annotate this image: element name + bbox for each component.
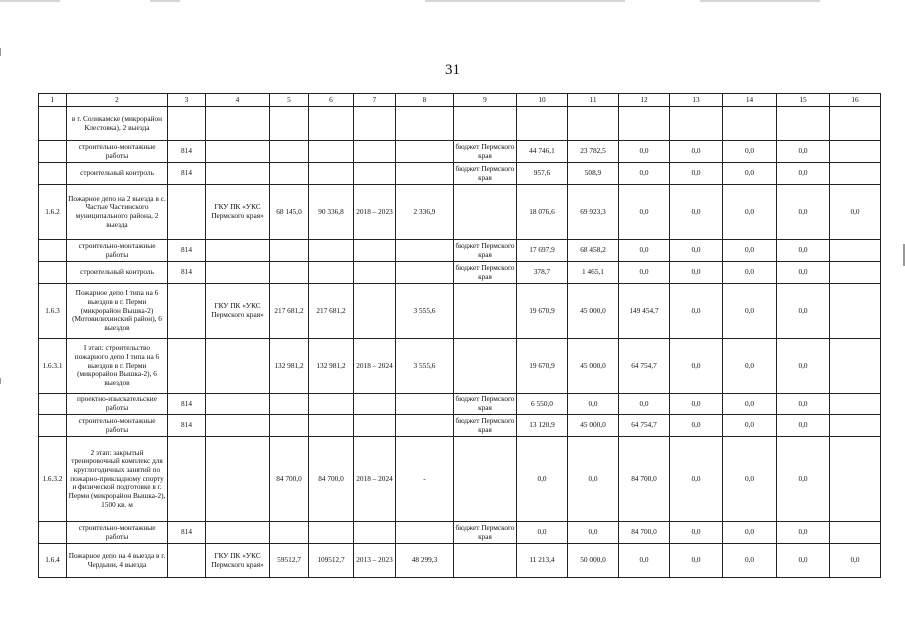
cell-col-6: 109512,7 xyxy=(309,544,354,578)
cell-col-10: 0,0 xyxy=(517,437,568,522)
cell-col-13: 0,0 xyxy=(670,394,723,415)
cell-col-3: 814 xyxy=(168,240,206,262)
cell-col-2: Пожарное депо I типа на 6 выездов в г. Перми (микрорайон Вышка-2) (Мотовилихинский район), 6 выездов xyxy=(67,284,168,339)
cell-col-16 xyxy=(830,437,881,522)
column-header-9: 9 xyxy=(454,94,517,107)
cell-col-16 xyxy=(830,107,881,141)
cell-col-5 xyxy=(270,262,309,284)
cell-col-7 xyxy=(354,415,396,437)
column-header-14: 14 xyxy=(723,94,777,107)
cell-col-3: 814 xyxy=(168,522,206,544)
cell-col-7 xyxy=(354,163,396,185)
cell-col-1: 1.6.2 xyxy=(39,185,67,240)
cell-col-12: 0,0 xyxy=(619,163,670,185)
cell-col-7 xyxy=(354,262,396,284)
row-1-6-3-2-construction xyxy=(39,522,881,544)
cell-col-12: 0,0 xyxy=(619,544,670,578)
cell-col-7: 2018 – 2024 xyxy=(354,339,396,394)
cell-col-8 xyxy=(396,522,454,544)
cell-col-1 xyxy=(39,141,67,163)
cell-col-5: 132 981,2 xyxy=(270,339,309,394)
cell-col-9 xyxy=(454,284,517,339)
cell-col-14: 0,0 xyxy=(723,544,777,578)
cell-col-9: бюджет Пермского края xyxy=(454,240,517,262)
row-1-6-3-1 xyxy=(39,339,881,394)
cell-col-5 xyxy=(270,107,309,141)
column-header-12: 12 xyxy=(619,94,670,107)
cell-col-11: 68 458,2 xyxy=(568,240,619,262)
cell-col-10: 44 746,1 xyxy=(517,141,568,163)
cell-col-6 xyxy=(309,394,354,415)
cell-col-2: I этап: строительство пожарного депо I типа на 6 выездов в г. Перми (микрорайон Вышка-2), 6 выездов xyxy=(67,339,168,394)
cell-col-8 xyxy=(396,240,454,262)
cell-col-8: 48 299,3 xyxy=(396,544,454,578)
row-1-construction xyxy=(39,141,881,163)
table-header xyxy=(39,94,881,107)
column-header-10: 10 xyxy=(517,94,568,107)
cell-col-15: 0,0 xyxy=(777,240,830,262)
cell-col-1 xyxy=(39,394,67,415)
row-1-6-3-1-design xyxy=(39,394,881,415)
cell-col-15: 0,0 xyxy=(777,339,830,394)
cell-col-15: 0,0 xyxy=(777,262,830,284)
cell-col-5 xyxy=(270,141,309,163)
cell-col-3 xyxy=(168,185,206,240)
cell-col-1 xyxy=(39,163,67,185)
cell-col-1: 1.6.3.2 xyxy=(39,437,67,522)
cell-col-14: 0,0 xyxy=(723,437,777,522)
cell-col-3 xyxy=(168,437,206,522)
cell-col-13: 0,0 xyxy=(670,415,723,437)
cell-col-16 xyxy=(830,394,881,415)
cell-col-9 xyxy=(454,185,517,240)
cell-col-15: 0,0 xyxy=(777,437,830,522)
cell-col-16 xyxy=(830,262,881,284)
cell-col-16 xyxy=(830,339,881,394)
cell-col-10: 19 670,9 xyxy=(517,284,568,339)
cell-col-12: 64 754,7 xyxy=(619,339,670,394)
cell-col-4 xyxy=(206,437,270,522)
cell-col-15: 0,0 xyxy=(777,284,830,339)
cell-col-9 xyxy=(454,437,517,522)
cell-col-11: 0,0 xyxy=(568,522,619,544)
cell-col-5 xyxy=(270,240,309,262)
column-header-6: 6 xyxy=(309,94,354,107)
cell-col-6 xyxy=(309,240,354,262)
cell-col-10: 19 670,9 xyxy=(517,339,568,394)
cell-col-13: 0,0 xyxy=(670,240,723,262)
scan-edge-mark xyxy=(0,48,1,56)
cell-col-14: 0,0 xyxy=(723,141,777,163)
cell-col-5: 68 145,0 xyxy=(270,185,309,240)
cell-col-16 xyxy=(830,284,881,339)
cell-col-11: 45 000,0 xyxy=(568,339,619,394)
cell-col-14: 0,0 xyxy=(723,394,777,415)
cell-col-15: 0,0 xyxy=(777,522,830,544)
column-header-4: 4 xyxy=(206,94,270,107)
cell-col-4 xyxy=(206,415,270,437)
cell-col-12: 0,0 xyxy=(619,240,670,262)
cell-col-14: 0,0 xyxy=(723,240,777,262)
cell-col-8 xyxy=(396,163,454,185)
cell-col-4 xyxy=(206,141,270,163)
cell-col-4 xyxy=(206,163,270,185)
row-1-6-3 xyxy=(39,284,881,339)
cell-col-5: 84 700,0 xyxy=(270,437,309,522)
page-number: 31 xyxy=(445,62,460,78)
cell-col-2: строительно-монтажные работы xyxy=(67,415,168,437)
cell-col-11: 45 000,0 xyxy=(568,284,619,339)
row-1-6-3-1-construction xyxy=(39,415,881,437)
column-header-11: 11 xyxy=(568,94,619,107)
row-solikamsk-title xyxy=(39,107,881,141)
cell-col-9 xyxy=(454,107,517,141)
cell-col-1 xyxy=(39,262,67,284)
cell-col-2: проектно-изыскательские работы xyxy=(67,394,168,415)
cell-col-3 xyxy=(168,339,206,394)
scan-artifact-line xyxy=(425,0,625,2)
cell-col-2: строительно-монтажные работы xyxy=(67,240,168,262)
cell-col-2: Пожарное депо на 4 выезда в г. Чердыни, 4 выезда xyxy=(67,544,168,578)
cell-col-11: 0,0 xyxy=(568,394,619,415)
cell-col-4: ГКУ ПК «УКС Пермского края» xyxy=(206,185,270,240)
cell-col-1 xyxy=(39,522,67,544)
cell-col-15: 0,0 xyxy=(777,394,830,415)
cell-col-14: 0,0 xyxy=(723,522,777,544)
cell-col-1 xyxy=(39,240,67,262)
cell-col-10 xyxy=(517,107,568,141)
cell-col-8: 3 555,6 xyxy=(396,339,454,394)
cell-col-10: 13 120,9 xyxy=(517,415,568,437)
cell-col-6 xyxy=(309,262,354,284)
cell-col-5 xyxy=(270,394,309,415)
cell-col-9: бюджет Пермского края xyxy=(454,262,517,284)
cell-col-9: бюджет Пермского края xyxy=(454,163,517,185)
cell-col-15: 0,0 xyxy=(777,141,830,163)
cell-col-3: 814 xyxy=(168,141,206,163)
cell-col-10: 17 697,9 xyxy=(517,240,568,262)
cell-col-7 xyxy=(354,522,396,544)
cell-col-7: 2013 – 2023 xyxy=(354,544,396,578)
cell-col-3: 814 xyxy=(168,262,206,284)
cell-col-9 xyxy=(454,339,517,394)
cell-col-2: в г. Соликамске (микрорайон Клестовка), 2 выезда xyxy=(67,107,168,141)
cell-col-10: 378,7 xyxy=(517,262,568,284)
cell-col-15: 0,0 xyxy=(777,544,830,578)
cell-col-13: 0,0 xyxy=(670,262,723,284)
cell-col-5 xyxy=(270,522,309,544)
cell-col-5 xyxy=(270,163,309,185)
cell-col-6: 132 981,2 xyxy=(309,339,354,394)
cell-col-8 xyxy=(396,394,454,415)
cell-col-3 xyxy=(168,544,206,578)
cell-col-6: 90 336,8 xyxy=(309,185,354,240)
cell-col-3: 814 xyxy=(168,415,206,437)
cell-col-15 xyxy=(777,107,830,141)
cell-col-3 xyxy=(168,107,206,141)
cell-col-13: 0,0 xyxy=(670,522,723,544)
cell-col-6 xyxy=(309,163,354,185)
cell-col-6 xyxy=(309,141,354,163)
cell-col-4 xyxy=(206,522,270,544)
cell-col-1: 1.6.4 xyxy=(39,544,67,578)
cell-col-12 xyxy=(619,107,670,141)
cell-col-13 xyxy=(670,107,723,141)
column-header-2: 2 xyxy=(67,94,168,107)
cell-col-8: 3 555,6 xyxy=(396,284,454,339)
cell-col-4 xyxy=(206,107,270,141)
row-1-6-2 xyxy=(39,185,881,240)
cell-col-14: 0,0 xyxy=(723,163,777,185)
cell-col-8: - xyxy=(396,437,454,522)
cell-col-2: строительно-монтажные работы xyxy=(67,522,168,544)
column-header-13: 13 xyxy=(670,94,723,107)
cell-col-6: 217 681,2 xyxy=(309,284,354,339)
cell-col-12: 0,0 xyxy=(619,262,670,284)
column-header-1: 1 xyxy=(39,94,67,107)
cell-col-14: 0,0 xyxy=(723,284,777,339)
cell-col-13: 0,0 xyxy=(670,437,723,522)
cell-col-11: 69 923,3 xyxy=(568,185,619,240)
row-1-6-2-construction xyxy=(39,240,881,262)
cell-col-16 xyxy=(830,415,881,437)
cell-col-9: бюджет Пермского края xyxy=(454,141,517,163)
row-1-control xyxy=(39,163,881,185)
cell-col-13: 0,0 xyxy=(670,284,723,339)
cell-col-13: 0,0 xyxy=(670,185,723,240)
cell-col-13: 0,0 xyxy=(670,141,723,163)
cell-col-2: Пожарное депо на 2 выезда в с. Частые Частинского муниципального района, 2 выезда xyxy=(67,185,168,240)
cell-col-10: 11 213,4 xyxy=(517,544,568,578)
cell-col-2: строительно-монтажные работы xyxy=(67,141,168,163)
cell-col-9: бюджет Пермского края xyxy=(454,394,517,415)
cell-col-9: бюджет Пермского края xyxy=(454,522,517,544)
column-header-15: 15 xyxy=(777,94,830,107)
cell-col-7 xyxy=(354,240,396,262)
column-header-16: 16 xyxy=(830,94,881,107)
cell-col-14: 0,0 xyxy=(723,262,777,284)
cell-col-14 xyxy=(723,107,777,141)
cell-col-6 xyxy=(309,107,354,141)
cell-col-12: 149 454,7 xyxy=(619,284,670,339)
cell-col-12: 0,0 xyxy=(619,394,670,415)
cell-col-10: 6 550,0 xyxy=(517,394,568,415)
cell-col-11: 45 000,0 xyxy=(568,415,619,437)
cell-col-3 xyxy=(168,284,206,339)
cell-col-1 xyxy=(39,107,67,141)
cell-col-7: 2018 – 2023 xyxy=(354,185,396,240)
cell-col-1 xyxy=(39,415,67,437)
cell-col-4 xyxy=(206,339,270,394)
cell-col-16: 0,0 xyxy=(830,544,881,578)
cell-col-12: 84 700,0 xyxy=(619,437,670,522)
row-1-6-3-2 xyxy=(39,437,881,522)
row-1-6-4 xyxy=(39,544,881,578)
scan-edge-mark xyxy=(0,378,1,384)
cell-col-14: 0,0 xyxy=(723,185,777,240)
cell-col-11: 0,0 xyxy=(568,437,619,522)
cell-col-4 xyxy=(206,240,270,262)
cell-col-16 xyxy=(830,240,881,262)
cell-col-11: 508,9 xyxy=(568,163,619,185)
cell-col-8 xyxy=(396,415,454,437)
cell-col-6: 84 700,0 xyxy=(309,437,354,522)
cell-col-14: 0,0 xyxy=(723,415,777,437)
cell-col-11: 50 000,0 xyxy=(568,544,619,578)
cell-col-11: 23 782,5 xyxy=(568,141,619,163)
column-header-7: 7 xyxy=(354,94,396,107)
cell-col-8 xyxy=(396,141,454,163)
cell-col-11: 1 465,1 xyxy=(568,262,619,284)
cell-col-15: 0,0 xyxy=(777,415,830,437)
cell-col-16 xyxy=(830,141,881,163)
cell-col-5 xyxy=(270,415,309,437)
cell-col-10: 957,6 xyxy=(517,163,568,185)
cell-col-9: бюджет Пермского края xyxy=(454,415,517,437)
row-1-6-2-control xyxy=(39,262,881,284)
cell-col-8 xyxy=(396,262,454,284)
cell-col-6 xyxy=(309,415,354,437)
column-header-8: 8 xyxy=(396,94,454,107)
cell-col-8 xyxy=(396,107,454,141)
cell-col-13: 0,0 xyxy=(670,163,723,185)
scan-artifact-line xyxy=(0,0,60,2)
cell-col-15: 0,0 xyxy=(777,185,830,240)
cell-col-7 xyxy=(354,394,396,415)
cell-col-12: 0,0 xyxy=(619,141,670,163)
cell-col-4: ГКУ ПК «УКС Пермского края» xyxy=(206,284,270,339)
cell-col-13: 0,0 xyxy=(670,544,723,578)
cell-col-3: 814 xyxy=(168,163,206,185)
cell-col-1: 1.6.3.1 xyxy=(39,339,67,394)
cell-col-12: 84 700,0 xyxy=(619,522,670,544)
cell-col-4: ГКУ ПК «УКС Пермского края» xyxy=(206,544,270,578)
cell-col-16 xyxy=(830,163,881,185)
cell-col-7 xyxy=(354,141,396,163)
cell-col-13: 0,0 xyxy=(670,339,723,394)
cell-col-7 xyxy=(354,107,396,141)
cell-col-7: 2018 – 2024 xyxy=(354,437,396,522)
cell-col-4 xyxy=(206,394,270,415)
cell-col-2: 2 этап: закрытый тренировочный комплекс для круглогодичных занятий по пожарно-прикладному спорту и физической подготовке в г. Перми (микрорайон Вышка-2), 1500 кв. м xyxy=(67,437,168,522)
table-body xyxy=(39,107,881,578)
scan-artifact-line xyxy=(700,0,820,2)
cell-col-9 xyxy=(454,544,517,578)
column-header-5: 5 xyxy=(270,94,309,107)
header-row xyxy=(39,94,881,107)
cell-col-10: 18 076,6 xyxy=(517,185,568,240)
cell-col-5: 59512,7 xyxy=(270,544,309,578)
cell-col-16: 0,0 xyxy=(830,185,881,240)
cell-col-7 xyxy=(354,284,396,339)
cell-col-11 xyxy=(568,107,619,141)
cell-col-5: 217 681,2 xyxy=(270,284,309,339)
cell-col-10: 0,0 xyxy=(517,522,568,544)
cell-col-6 xyxy=(309,522,354,544)
cell-col-2: строительный контроль xyxy=(67,262,168,284)
cell-col-12: 0,0 xyxy=(619,185,670,240)
cell-col-15: 0,0 xyxy=(777,163,830,185)
cell-col-12: 64 754,7 xyxy=(619,415,670,437)
cell-col-8: 2 336,9 xyxy=(396,185,454,240)
cell-col-1: 1.6.3 xyxy=(39,284,67,339)
scan-artifact-line xyxy=(150,0,180,2)
column-header-3: 3 xyxy=(168,94,206,107)
cell-col-14: 0,0 xyxy=(723,339,777,394)
cell-col-16 xyxy=(830,522,881,544)
cell-col-2: строительный контроль xyxy=(67,163,168,185)
budget-table xyxy=(38,93,881,578)
cell-col-3: 814 xyxy=(168,394,206,415)
cell-col-4 xyxy=(206,262,270,284)
